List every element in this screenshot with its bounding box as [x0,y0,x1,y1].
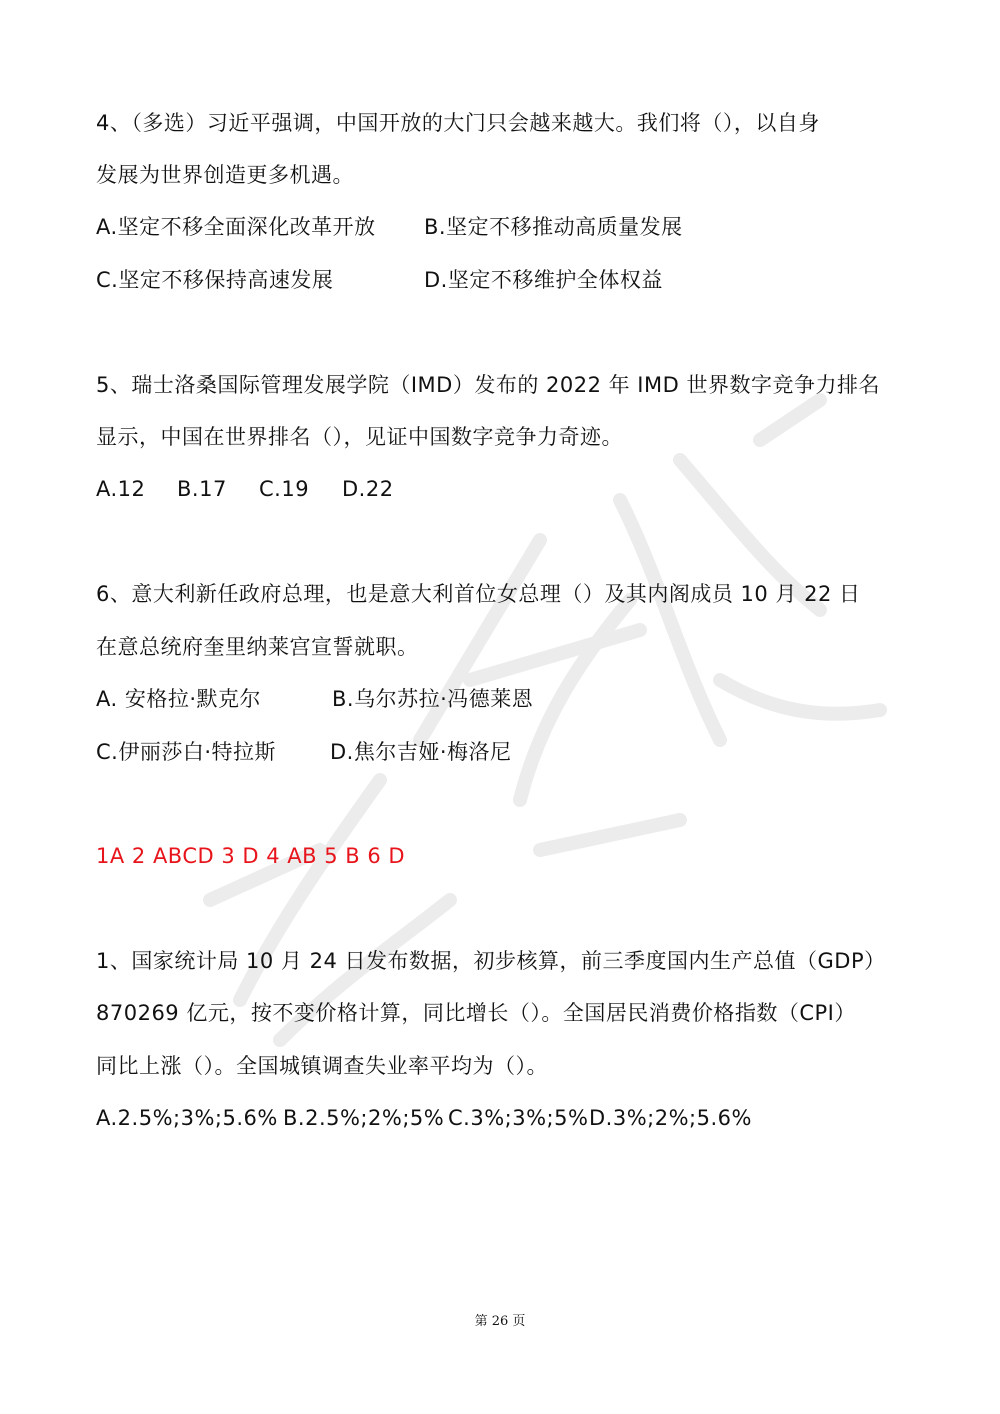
q5-option-a: A.12 [96,477,146,501]
q6-option-d: D.焦尔吉娅·梅洛尼 [330,740,512,764]
q1-option-c: C.3%;3%;5% [448,1106,589,1130]
q1-option-d: D.3%;2%;5.6% [589,1106,752,1130]
q5-option-c: C.19 [259,477,310,501]
q1-stem-line1: 1、国家统计局 10 月 24 日发布数据，初步核算，前三季度国内生产总值（GDP） [96,949,886,973]
q6-option-a: A. 安格拉·默克尔 [96,687,262,711]
q1-stem-line3: 同比上涨（）。全国城镇调查失业率平均为（）。 [96,1054,548,1078]
q4-option-c: C.坚定不移保持高速发展 [96,268,334,292]
answer-key: 1A 2 ABCD 3 D 4 AB 5 B 6 D [96,844,406,868]
q1-stem-line2: 870269 亿元，按不变价格计算，同比增长（）。全国居民消费价格指数（CPI） [96,1001,856,1025]
q5-stem-line2: 显示，中国在世界排名（），见证中国数字竞争力奇迹。 [96,425,623,449]
q4-option-a: A.坚定不移全面深化改革开放 [96,215,376,239]
q5-option-d: D.22 [342,477,394,501]
q6-option-b: B.乌尔苏拉·冯德莱恩 [332,687,534,711]
q4-option-b: B.坚定不移推动高质量发展 [424,215,683,239]
q1-option-b: B.2.5%;2%;5% [283,1106,445,1130]
page-number: 第 26 页 [474,1314,526,1329]
q1-option-a: A.2.5%;3%;5.6% [96,1106,278,1130]
q6-option-c: C.伊丽莎白·特拉斯 [96,740,277,764]
q5-option-b: B.17 [177,477,227,501]
q6-stem-line1: 6、意大利新任政府总理，也是意大利首位女总理（）及其内阁成员 10 月 22 日 [96,582,861,606]
q6-stem-line2: 在意总统府奎里纳莱宫宣誓就职。 [96,635,419,659]
q4-stem-line1: 4、（多选）习近平强调，中国开放的大门只会越来越大。我们将（），以自身 [96,111,820,135]
q4-stem-line2: 发展为世界创造更多机遇。 [96,163,354,187]
q4-option-d: D.坚定不移维护全体权益 [424,268,663,292]
q5-stem-line1: 5、瑞士洛桑国际管理发展学院（IMD）发布的 2022 年 IMD 世界数字竞争力排名 [96,373,880,397]
